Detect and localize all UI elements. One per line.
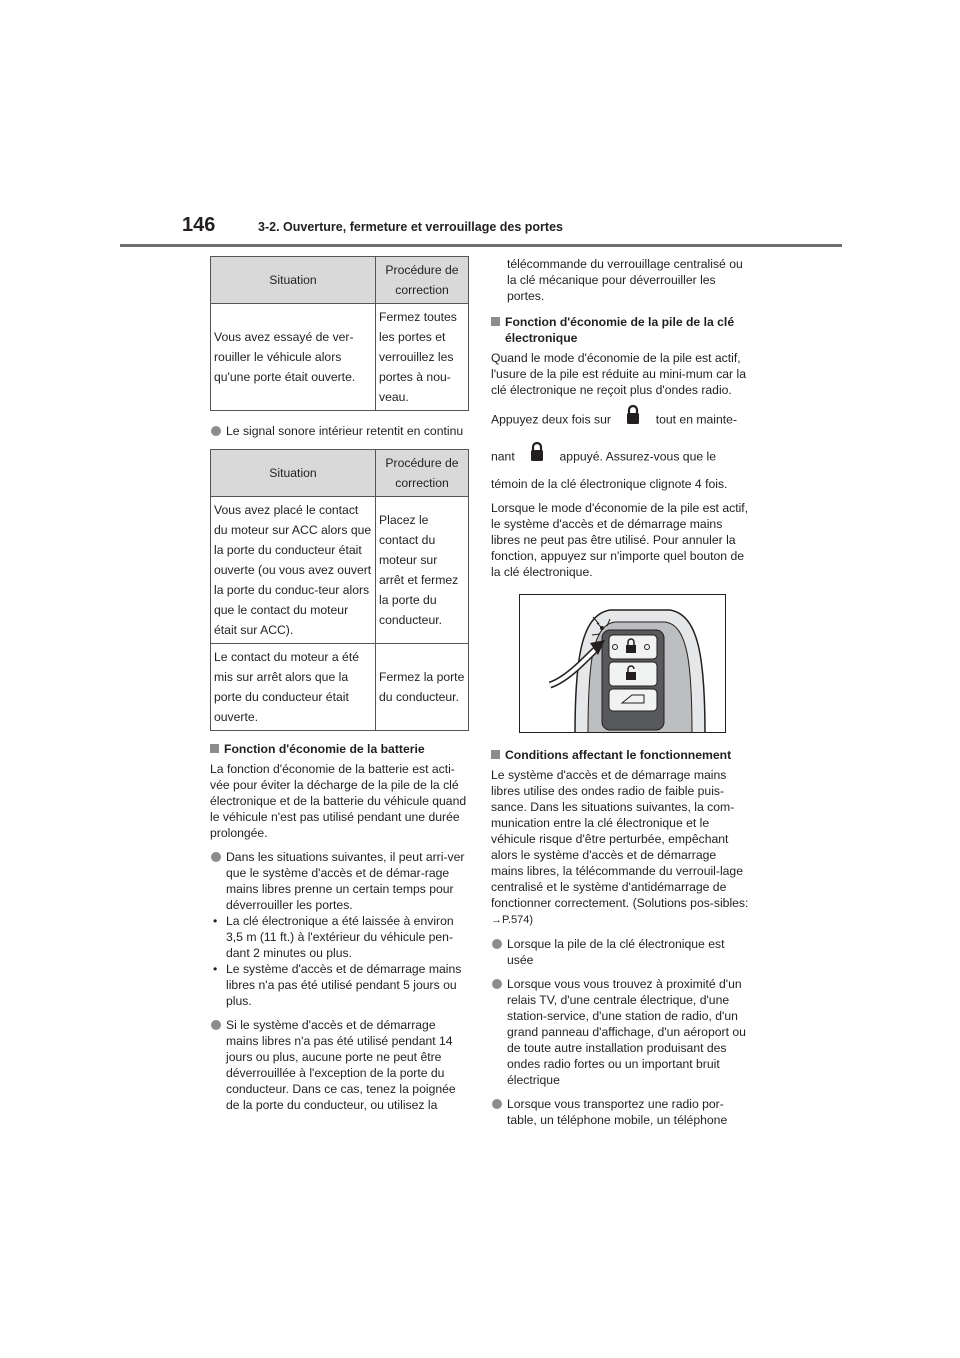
lock-button-icon [622, 402, 644, 439]
table-header-correction: Procédure de correction [376, 450, 469, 497]
section-heading-key-battery: Fonction d'économie de la pile de la clé électronique [491, 314, 751, 346]
conditions-body: Le système d'accès et de démarrage mains libres utilise des ondes radio de faible puis-sance. Dans les situations suivantes, la com-munication entre la clé électronique et le véhicule risque d'être perturbée, empêchant alors le système d'accès et de démarrage mains libres, la télécommande du verrouil-lage centralisé et le système d'antidémarrage de fonctionner correctement. (Solutions pos-sibles: →P.574) [491, 768, 749, 926]
table-row [211, 304, 469, 411]
section-heading-conditions: Conditions affectant le fonctionnement [491, 747, 751, 763]
mode-active-text: Lorsque le mode d'économie de la pile est actif, le système d'accès et de démarrage mains libres ne peut pas être utilisé. Pour annuler la fonction, appuyez sur n'importe quel bouton de la clé électronique. [491, 501, 749, 579]
table-header-situation: Situation [211, 450, 376, 497]
table-cell-situation: Vous avez placé le contact du moteur sur ACC alors que la porte du conducteur était ouverte (ou vous avez ouvert la porte du conduc-teur alors que le contact du moteur était sur ACC). [211, 497, 376, 644]
square-bullet-icon [491, 750, 500, 759]
section-heading-battery: Fonction d'économie de la batterie [210, 741, 470, 757]
header-rule [120, 244, 842, 247]
table-header-situation: Situation [211, 257, 376, 304]
bullet-icon [211, 852, 221, 862]
page-number: 146 [182, 214, 216, 236]
square-bullet-icon [210, 744, 219, 753]
bullet-14-days: Si le système d'accès et de démarrage mains libres n'a pas été utilisé pendant 14 jours ou plus, aucune porte ne peut être déverrouillée à l'exception de la porte du conducteur. Dans ce cas, tenez la poignée de la porte du conducteur, ou utilisez la [210, 1017, 470, 1113]
bullet-battery-worn: Lorsque la pile de la clé électronique est usée [491, 936, 751, 968]
continuation-text: télécommande du verrouillage centralisé ou la clé mécanique pour déverrouiller les portes. [507, 257, 743, 303]
bullet-icon [211, 1020, 221, 1030]
sub-item: • La clé électronique a été laissée à environ 3,5 m (11 ft.) à l'extérieur du véhicule pen-dant 2 minutes ou plus. [213, 914, 454, 960]
page-reference-link[interactable]: →P.574) [491, 914, 533, 926]
table-cell-situation: Vous avez essayé de ver-rouiller le véhicule alors qu'une porte était ouverte. [211, 304, 376, 411]
situation-table-1 [210, 256, 469, 411]
lock-button-icon [526, 439, 548, 476]
table-cell-correction: Fermez toutes les portes et verrouillez les portes à nou-veau. [376, 304, 469, 411]
square-bullet-icon [491, 317, 500, 326]
table-header-correction: Procédure de correction [376, 257, 469, 304]
table-cell-correction: Placez le contact du moteur sur arrêt et fermez la porte du conducteur. [376, 497, 469, 644]
bullet-signal: Le signal sonore intérieur retentit en continu [210, 423, 470, 439]
key-fob-illustration [519, 594, 726, 733]
right-column [491, 256, 751, 1128]
press-instruction-end: témoin de la clé électronique clignote 4 fois. [491, 477, 728, 491]
table-row [211, 497, 469, 644]
table-row [211, 644, 469, 731]
left-column [210, 256, 470, 1113]
table-cell-correction: Fermez la porte du conducteur. [376, 644, 469, 731]
chapter-title: 3-2. Ouverture, fermeture et verrouillage des portes [258, 220, 563, 234]
key-battery-body: Quand le mode d'économie de la pile est actif, l'usure de la pile est réduite au mini-mum car la clé électronique ne reçoit plus d'ondes radio. [491, 351, 746, 397]
bullet-radio-sources: Lorsque vous vous trouvez à proximité d'un relais TV, d'une centrale électrique, d'une station-service, d'une station de radio, d'un grand panneau d'affichage, d'un aéroport ou de toute autre installation produisant des ondes radio fortes ou un important bruit électrique [491, 976, 751, 1088]
sub-item: • Le système d'accès et de démarrage mains libres n'a pas été utilisé pendant 5 jours ou plus. [213, 962, 462, 1008]
bullet-icon [211, 426, 221, 436]
bullet-icon [492, 979, 502, 989]
bullet-icon [492, 939, 502, 949]
situation-table-2 [210, 449, 469, 731]
bullet-icon [492, 1099, 502, 1109]
table-cell-situation: Le contact du moteur a été mis sur arrêt alors que la porte du conducteur était ouverte. [211, 644, 376, 731]
press-instruction: Appuyez deux fois sur tout en mainte- nant appuyé. Assurez-vous que le [491, 402, 751, 476]
bullet-situations: Dans les situations suivantes, il peut arri-ver que le système d'accès et de démar-rage mains libres prenne un certain temps pour déverrouiller les portes. [210, 849, 470, 913]
battery-body: La fonction d'économie de la batterie est acti-vée pour éviter la décharge de la pile de la clé électronique et de la batterie du véhicule quand le véhicule n'est pas utilisé pendant une durée prolongée. [210, 762, 467, 840]
bullet-portable-devices: Lorsque vous transportez une radio por-table, un téléphone mobile, un téléphone [491, 1096, 751, 1128]
